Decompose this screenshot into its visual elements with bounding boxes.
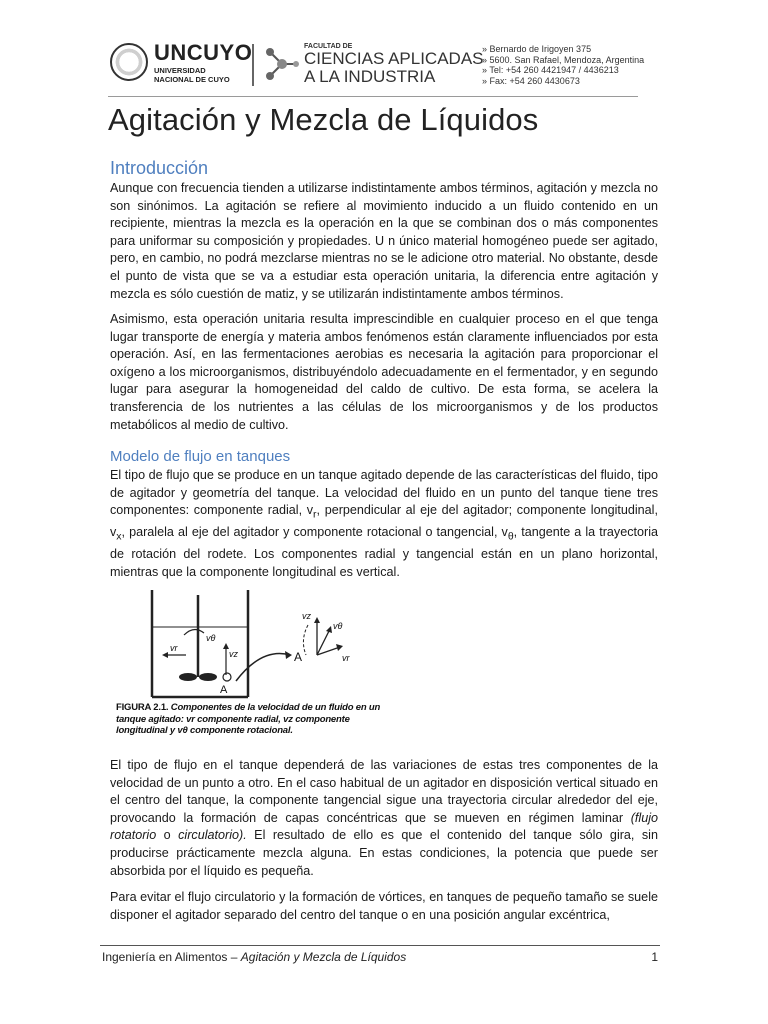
- address-block: [482, 44, 644, 86]
- label-point-detail: A: [294, 650, 303, 664]
- page-header: [108, 40, 645, 97]
- faculty-line2: A LA INDUSTRIA: [304, 67, 436, 86]
- label-vtheta: vθ: [206, 633, 216, 643]
- university-name: UNCUYO: [154, 40, 253, 65]
- paragraph: Asimismo, esta operación unitaria resulta imprescindible en cualquier proceso en el que tenga lugar transporte de energía y materia ambos fenómenos están claramente influenciados por esta operación. Así, en las fermentaciones aerobias es necesaria la agitación para proporcionar el oxígeno a los microorganismos, distribuyéndolo adecuadamente en el fermentador, y en segundo lugar para asegurar la homogeneidad del caldo de cultivo. De esta forma, se acelera la transferencia de los nutrientes a las células de los microorganismos y de los productos metabólicos al medio de cultivo.: [110, 312, 658, 432]
- label-vz-detail: vz: [302, 611, 311, 621]
- header-divider: [252, 44, 254, 86]
- label-vr-detail: vr: [342, 653, 350, 663]
- footer-course: Ingeniería en Alimentos – Agitación y Mezcla de Líquidos: [102, 950, 407, 964]
- faculty-name: [304, 43, 484, 86]
- label-vtheta-detail: vθ: [333, 621, 343, 631]
- label-vz-tank: vz: [229, 649, 238, 659]
- impeller-blade: [199, 673, 217, 681]
- address-line: » Bernardo de Irigoyen 375: [482, 44, 592, 54]
- figure-caption: FIGURA 2.1. Componentes de la velocidad de un fluido en un tanque agitado: vr componente radial, vz componente longitudinal y vθ componente rotacional.: [116, 702, 381, 736]
- paragraph: El tipo de flujo que se produce en un tanque agitado depende de las características del fluido, tipo de agitador y geometría del tanque. La velocidad del fluido en un punto del tanque tiene tres componentes: componente radial, $v_r$, perpendicular al eje del agitador; componente longitudinal, $v_x$, paralela al eje del agitador y componente rotacional o tangencial, $v_\theta$, tangente a la trayectoria de rotación del rodete. Los componentes radial y tangencial están en un plano horizontal, mientras que la componente longitudinal es vertical.: [110, 468, 658, 579]
- page-number: 1: [651, 950, 658, 964]
- point-marker: [223, 673, 231, 681]
- paragraph: Aunque con frecuencia tienden a utilizarse indistintamente ambos términos, agitación y mezcla no son sinónimos. La agitación se refiere al movimiento inducido a un fluido contenido en un recipiente, mientras la mezcla es la operación en la que se combinan dos o más componentes para uniformar su composición y propiedades. U n único material homogéneo puede ser agitado, pero, en cambio, no podrá mezclarse mientras no se le adicione otro material. No obstante, desde el punto de vista que se va a estudiar esta operación unitaria, la diferencia entre agitación y mezcla es sólo cuestión de matiz, y se utilizarán indistintamente ambos términos.: [110, 181, 658, 301]
- faculty-line1: CIENCIAS APLICADAS: [304, 49, 484, 68]
- page-footer: [100, 945, 660, 968]
- university-sub1: UNIVERSIDAD: [154, 66, 206, 75]
- university-logo: [154, 42, 252, 84]
- paragraph: Para evitar el flujo circulatorio y la formación de vórtices, en tanques de pequeño tamaño se suele disponer el agitador separado del centro del tanque o en una posición angular excéntrica,: [110, 890, 658, 922]
- label-point-tank: A: [220, 684, 228, 696]
- section-heading-introduccion: Introducción: [110, 158, 209, 178]
- university-seal-icon: [110, 43, 148, 81]
- impeller-blade: [179, 673, 197, 681]
- document-title: Agitación y Mezcla de Líquidos: [108, 102, 539, 137]
- faculty-molecule-icon: [260, 44, 300, 84]
- address-line: » Tel: +54 260 4421947 / 4436213: [482, 65, 619, 75]
- address-line: » 5600. San Rafael, Mendoza, Argentina: [482, 54, 645, 65]
- label-vr-tank: vr: [170, 643, 178, 653]
- faculty-small: FACULTAD DE: [304, 43, 353, 50]
- paragraph: El tipo de flujo en el tanque dependerá de las variaciones de estas tres componentes de la velocidad de un punto a otro. En el caso habitual de un agitador en disposición vertical situado en el centro del tanque, la componente tangencial sigue una trayectoria circular alrededor del eje, provocando la formación de capas concéntricas que se mueven en régimen laminar (flujo rotatorio o circulatorio). El resultado de ello es que el contenido del tanque sólo gira, sin producirse prácticamente mezcla alguna. En estas condiciones, la potencia que puede ser absorbida por el líquido es pequeña.: [110, 758, 658, 878]
- university-sub2: NACIONAL DE CUYO: [154, 75, 230, 84]
- address-line: » Fax: +54 260 4430673: [482, 75, 580, 86]
- section-heading-modelo-flujo: Modelo de flujo en tanques: [110, 448, 291, 465]
